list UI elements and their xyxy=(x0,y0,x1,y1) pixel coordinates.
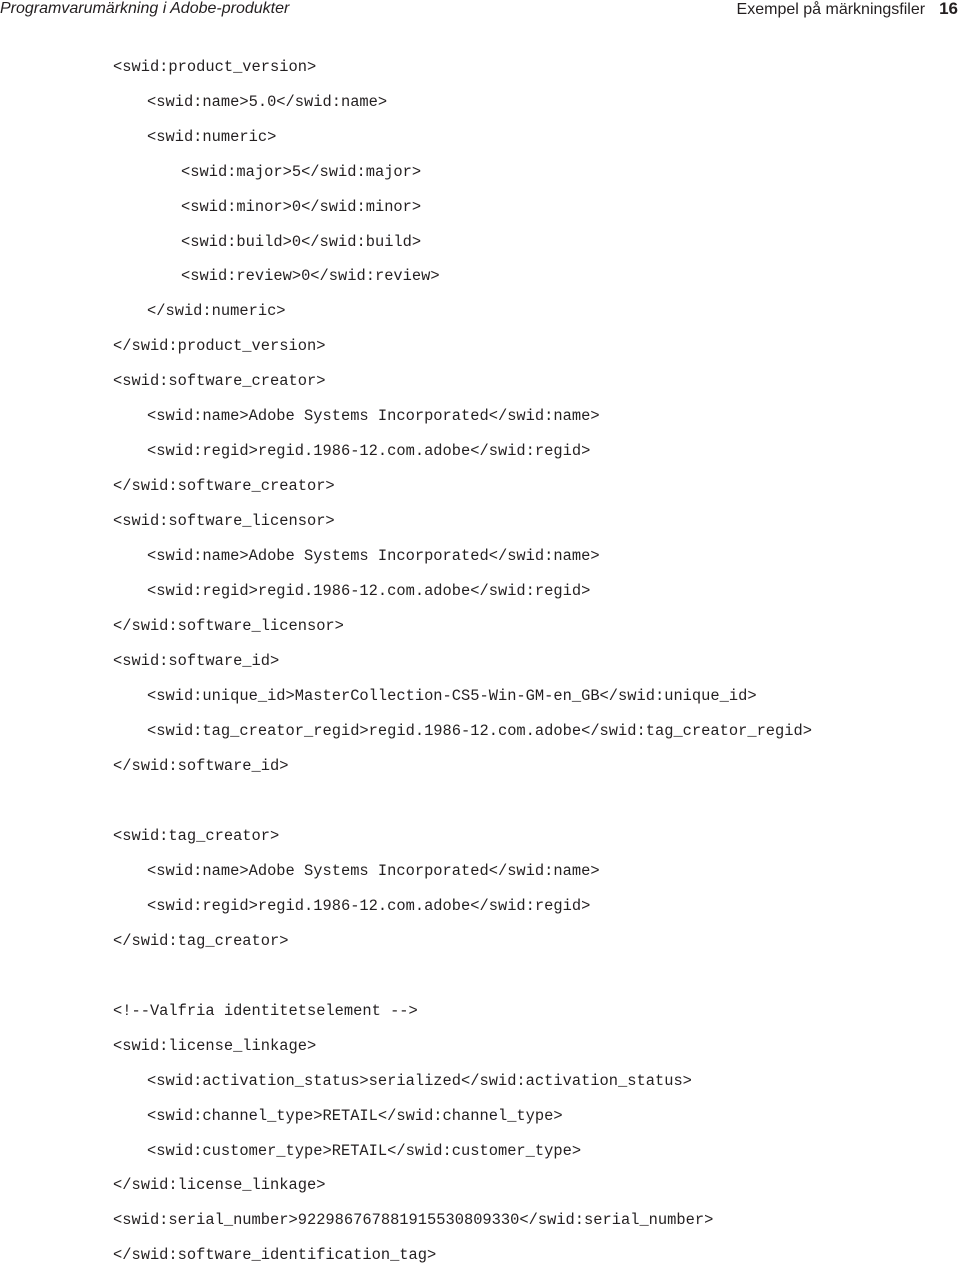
header-document-title: Programvarumärkning i Adobe-produkter xyxy=(0,0,290,17)
code-line: <swid:serial_number>922986767881915530809330</swid:serial_number> xyxy=(113,1211,714,1229)
header-section xyxy=(737,0,960,19)
code-line: <swid:name>Adobe Systems Incorporated</swid:name> xyxy=(147,862,600,880)
code-line: <swid:channel_type>RETAIL</swid:channel_type> xyxy=(147,1107,563,1125)
code-line: <swid:unique_id>MasterCollection-CS5-Win-GM-en_GB</swid:unique_id> xyxy=(147,687,757,705)
code-line: <swid:activation_status>serialized</swid:activation_status> xyxy=(147,1072,692,1090)
code-line: </swid:software_creator> xyxy=(113,477,335,495)
code-line: </swid:product_version> xyxy=(113,337,326,355)
code-line: <swid:license_linkage> xyxy=(113,1037,317,1055)
code-line: </swid:license_linkage> xyxy=(113,1176,326,1194)
code-line: <swid:name>Adobe Systems Incorporated</swid:name> xyxy=(147,547,600,565)
code-line: <swid:tag_creator> xyxy=(113,827,280,845)
code-line: <swid:tag_creator_regid>regid.1986-12.com.adobe</swid:tag_creator_regid> xyxy=(147,722,812,740)
code-line: <swid:build>0</swid:build> xyxy=(181,233,422,251)
code-line: </swid:software_licensor> xyxy=(113,617,344,635)
code-line: <swid:regid>regid.1986-12.com.adobe</swid:regid> xyxy=(147,582,591,600)
code-line: <swid:major>5</swid:major> xyxy=(181,163,422,181)
code-comment: <!--Valfria identitetselement --> xyxy=(113,1002,418,1020)
code-line: <swid:software_licensor> xyxy=(113,512,335,530)
code-line: <swid:customer_type>RETAIL</swid:customer_type> xyxy=(147,1142,582,1160)
code-line: <swid:regid>regid.1986-12.com.adobe</swid:regid> xyxy=(147,897,591,915)
code-line: <swid:software_id> xyxy=(113,652,280,670)
code-line: <swid:review>0</swid:review> xyxy=(181,267,440,285)
code-line: </swid:software_id> xyxy=(113,757,289,775)
code-line: </swid:software_identification_tag> xyxy=(113,1246,437,1264)
code-line: <swid:numeric> xyxy=(147,128,277,146)
code-line: <swid:name>Adobe Systems Incorporated</swid:name> xyxy=(147,407,600,425)
code-line: </swid:numeric> xyxy=(147,302,286,320)
code-line: <swid:product_version> xyxy=(113,58,317,76)
page-number: 16 xyxy=(939,0,958,18)
code-line: <swid:regid>regid.1986-12.com.adobe</swid:regid> xyxy=(147,442,591,460)
page-header xyxy=(0,0,960,22)
code-line: <swid:name>5.0</swid:name> xyxy=(147,93,388,111)
code-line: <swid:minor>0</swid:minor> xyxy=(181,198,422,216)
header-section-title: Exempel på märkningsfiler xyxy=(736,1,926,18)
code-line: </swid:tag_creator> xyxy=(113,932,289,950)
code-line: <swid:software_creator> xyxy=(113,372,326,390)
